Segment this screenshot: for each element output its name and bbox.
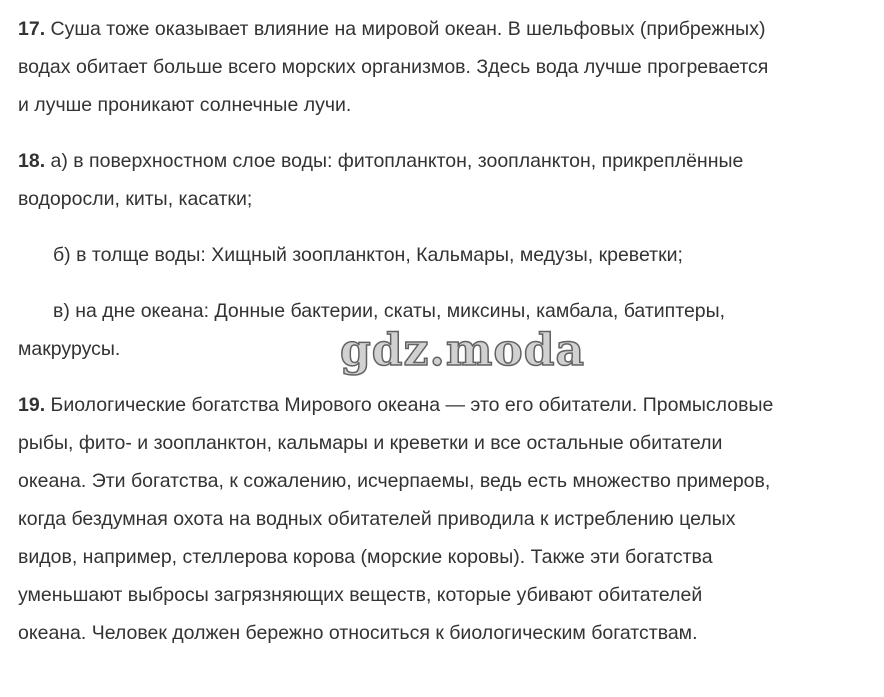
- answer-17-line-2: водах обитает больше всего морских организмов. Здесь вода лучше прогревается: [18, 56, 769, 78]
- answer-17-line-3: и лучше проникают солнечные лучи.: [18, 94, 352, 116]
- watermark-logo: gdz.moda: [340, 325, 586, 376]
- answer-number: 17.: [18, 18, 46, 40]
- answer-text: а) в поверхностном слое воды: фитопланктон, зоопланктон, прикреплённые: [45, 150, 744, 172]
- answer-18-line-2: водоросли, киты, касатки;: [18, 188, 253, 210]
- answer-18-sub-b: [18, 236, 880, 274]
- answer-18-sub-c-line-2: макрурусы.: [18, 338, 121, 360]
- answer-17: [18, 10, 880, 124]
- answer-19-line-7: океана. Человек должен бережно относиться к биологическим богатствам.: [18, 622, 698, 644]
- answer-17-line-1: [18, 10, 880, 48]
- answer-19-line-5: видов, например, стеллерова корова (морские коровы). Также эти богатства: [18, 546, 713, 568]
- answer-text: Суша тоже оказывает влияние на мировой океан. В шельфовых (прибрежных): [45, 18, 766, 40]
- answer-19-line-3: океана. Эти богатства, к сожалению, исчерпаемы, ведь есть множество примеров,: [18, 470, 771, 492]
- answer-19-line-4: когда бездумная охота на водных обитателей приводила к истреблению целых: [18, 508, 736, 530]
- answer-19-line-2: рыбы, фито- и зоопланктон, кальмары и креветки и все остальные обитатели: [18, 432, 723, 454]
- answer-18-sub-c-line-1: в) на дне океана: Донные бактерии, скаты, миксины, камбала, батиптеры,: [53, 300, 726, 322]
- answer-18: [18, 142, 880, 218]
- answer-number: 18.: [18, 150, 46, 172]
- answer-18-sub-b-line: б) в толще воды: Хищный зоопланктон, Кальмары, медузы, креветки;: [53, 244, 683, 266]
- answer-19-line-6: уменьшают выбросы загрязняющих веществ, которые убивают обитателей: [18, 584, 703, 606]
- answer-18-line-1: [18, 142, 880, 180]
- answer-19-line-1: [18, 386, 880, 424]
- answer-text: Биологические богатства Мирового океана — это его обитатели. Промысловые: [45, 394, 774, 416]
- answer-number: 19.: [18, 394, 46, 416]
- answer-19: [18, 386, 880, 652]
